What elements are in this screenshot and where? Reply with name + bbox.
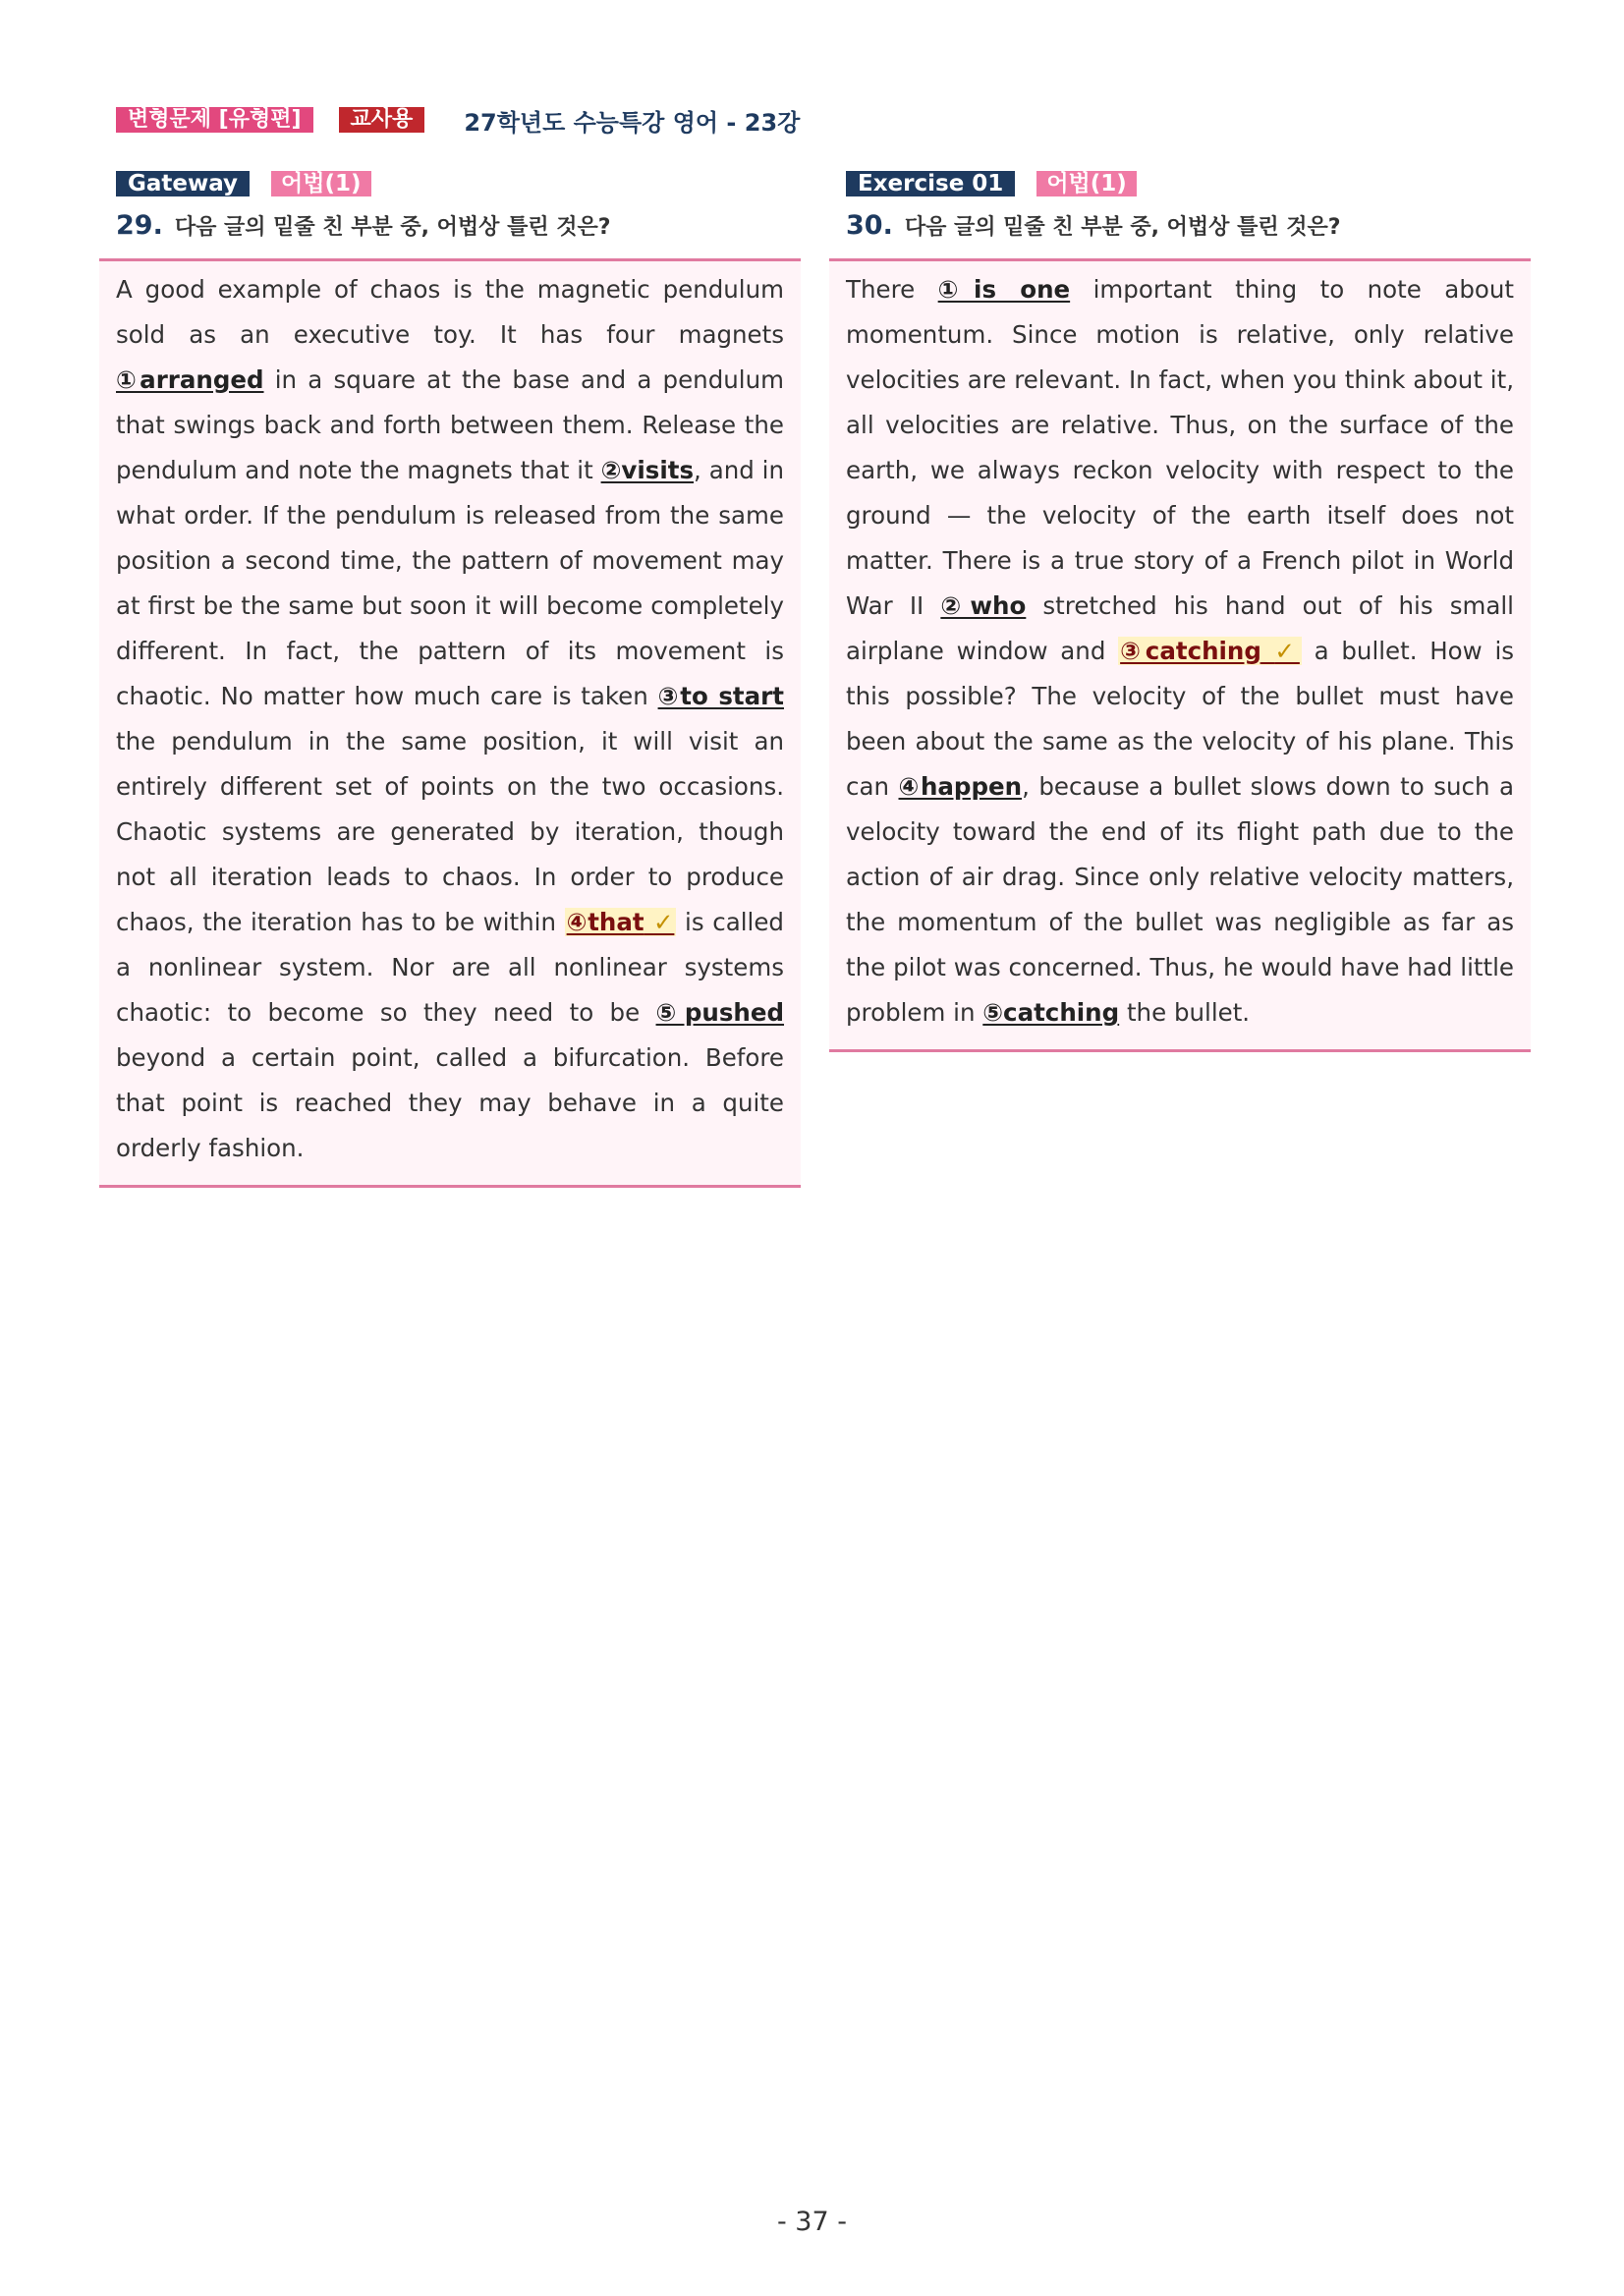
q29-labels	[99, 170, 801, 197]
passage-text: , and in what order. If the pendulum is released from the same position a second time, the pattern of movement may at first be the same but soon it will become completely different. In fact, the pattern of its movement is chaotic. No matter how much care is taken	[116, 456, 784, 710]
q30-question: 다음 글의 밑줄 친 부분 중, 어법상 틀린 것은?	[904, 214, 1341, 240]
q29-passage-box	[99, 258, 801, 1188]
passage-text: A good example of chaos is the magnetic pendulum sold as an executive toy. It has four magnets	[116, 275, 784, 349]
passage-text: There	[846, 275, 938, 304]
answer-choice-3	[1118, 637, 1302, 665]
q29-passage	[116, 267, 784, 1171]
check-mark-icon: ✓	[653, 908, 675, 936]
type-tag: 변형문제 [유형편]	[116, 107, 313, 133]
choice-5: ⑤catching	[982, 998, 1120, 1027]
choice-5: ⑤pushed	[655, 998, 785, 1027]
question-29	[99, 170, 801, 1188]
choice-3: ③catching	[1120, 637, 1261, 665]
q29-question: 다음 글의 밑줄 친 부분 중, 어법상 틀린 것은?	[174, 214, 611, 240]
q30-passage	[846, 267, 1514, 1036]
grammar-label: 어법(1)	[271, 171, 370, 196]
passage-text: beyond a certain point, called a bifurcation. Before that point is reached they may behave in a quite orderly fashion.	[116, 1043, 784, 1162]
q30-labels	[829, 170, 1531, 197]
passage-text: is called a nonlinear system. Nor are all nonlinear systems chaotic: to become so they need to be	[116, 908, 784, 1027]
q29-prompt	[99, 205, 801, 245]
answer-choice-4	[565, 908, 677, 936]
page-title: 27학년도 수능특강 영어 - 23강	[464, 108, 801, 137]
passage-text: the bullet.	[1119, 998, 1251, 1027]
q30-number: 30.	[846, 209, 893, 241]
page-number: - 37 -	[776, 2207, 847, 2237]
passage-text: a bullet. How is this possible? The velocity of the bullet must have been about the same as the velocity of his plane. This can	[846, 637, 1515, 801]
passage-text: important thing to note about momentum. Since motion is relative, only relative velocities are relevant. In fact, when you think about it, all velocities are relative. Thus, on the surface of the earth, we always reckon velocity with respect to the ground — the velocity of the earth itself does not matter. There is a true story of a French pilot in World War II	[846, 275, 1514, 620]
q29-number: 29.	[116, 209, 163, 241]
q30-passage-box	[829, 258, 1531, 1052]
gateway-label: Gateway	[116, 171, 250, 196]
teacher-tag: 교사용	[339, 107, 425, 133]
grammar-label: 어법(1)	[1036, 171, 1136, 196]
page-header	[116, 103, 800, 137]
check-mark-icon: ✓	[1274, 637, 1300, 665]
passage-text: the pendulum in the same position, it will visit an entirely different set of points on the two occasions. Chaotic systems are generated by iteration, though not all iteration leads to chaos. In order to produce chaos, the iteration has to be within	[116, 727, 784, 936]
choice-2: ②who	[940, 591, 1027, 620]
passage-text: , because a bullet slows down to such a velocity toward the end of its flight path due to the action of air drag. Since only relative velocity matters, the momentum of the bullet was negligible as far as the pilot was concerned. Thus, he would have had little problem in	[846, 772, 1514, 1027]
question-30	[829, 170, 1531, 1052]
choice-4: ④happen	[898, 772, 1023, 801]
passage-text: stretched his hand out of his small airplane window and	[846, 591, 1514, 665]
choice-1: ①is one	[937, 275, 1071, 304]
choice-1: ①arranged	[116, 365, 264, 394]
choice-2: ②visits	[600, 456, 695, 484]
q30-prompt	[829, 205, 1531, 245]
exercise-label: Exercise 01	[846, 171, 1015, 196]
choice-4: ④that	[566, 908, 644, 936]
passage-text: in a square at the base and a pendulum that swings back and forth between them. Release the pendulum and note the magnets that it	[116, 365, 784, 484]
choice-3: ③to start	[657, 682, 784, 710]
